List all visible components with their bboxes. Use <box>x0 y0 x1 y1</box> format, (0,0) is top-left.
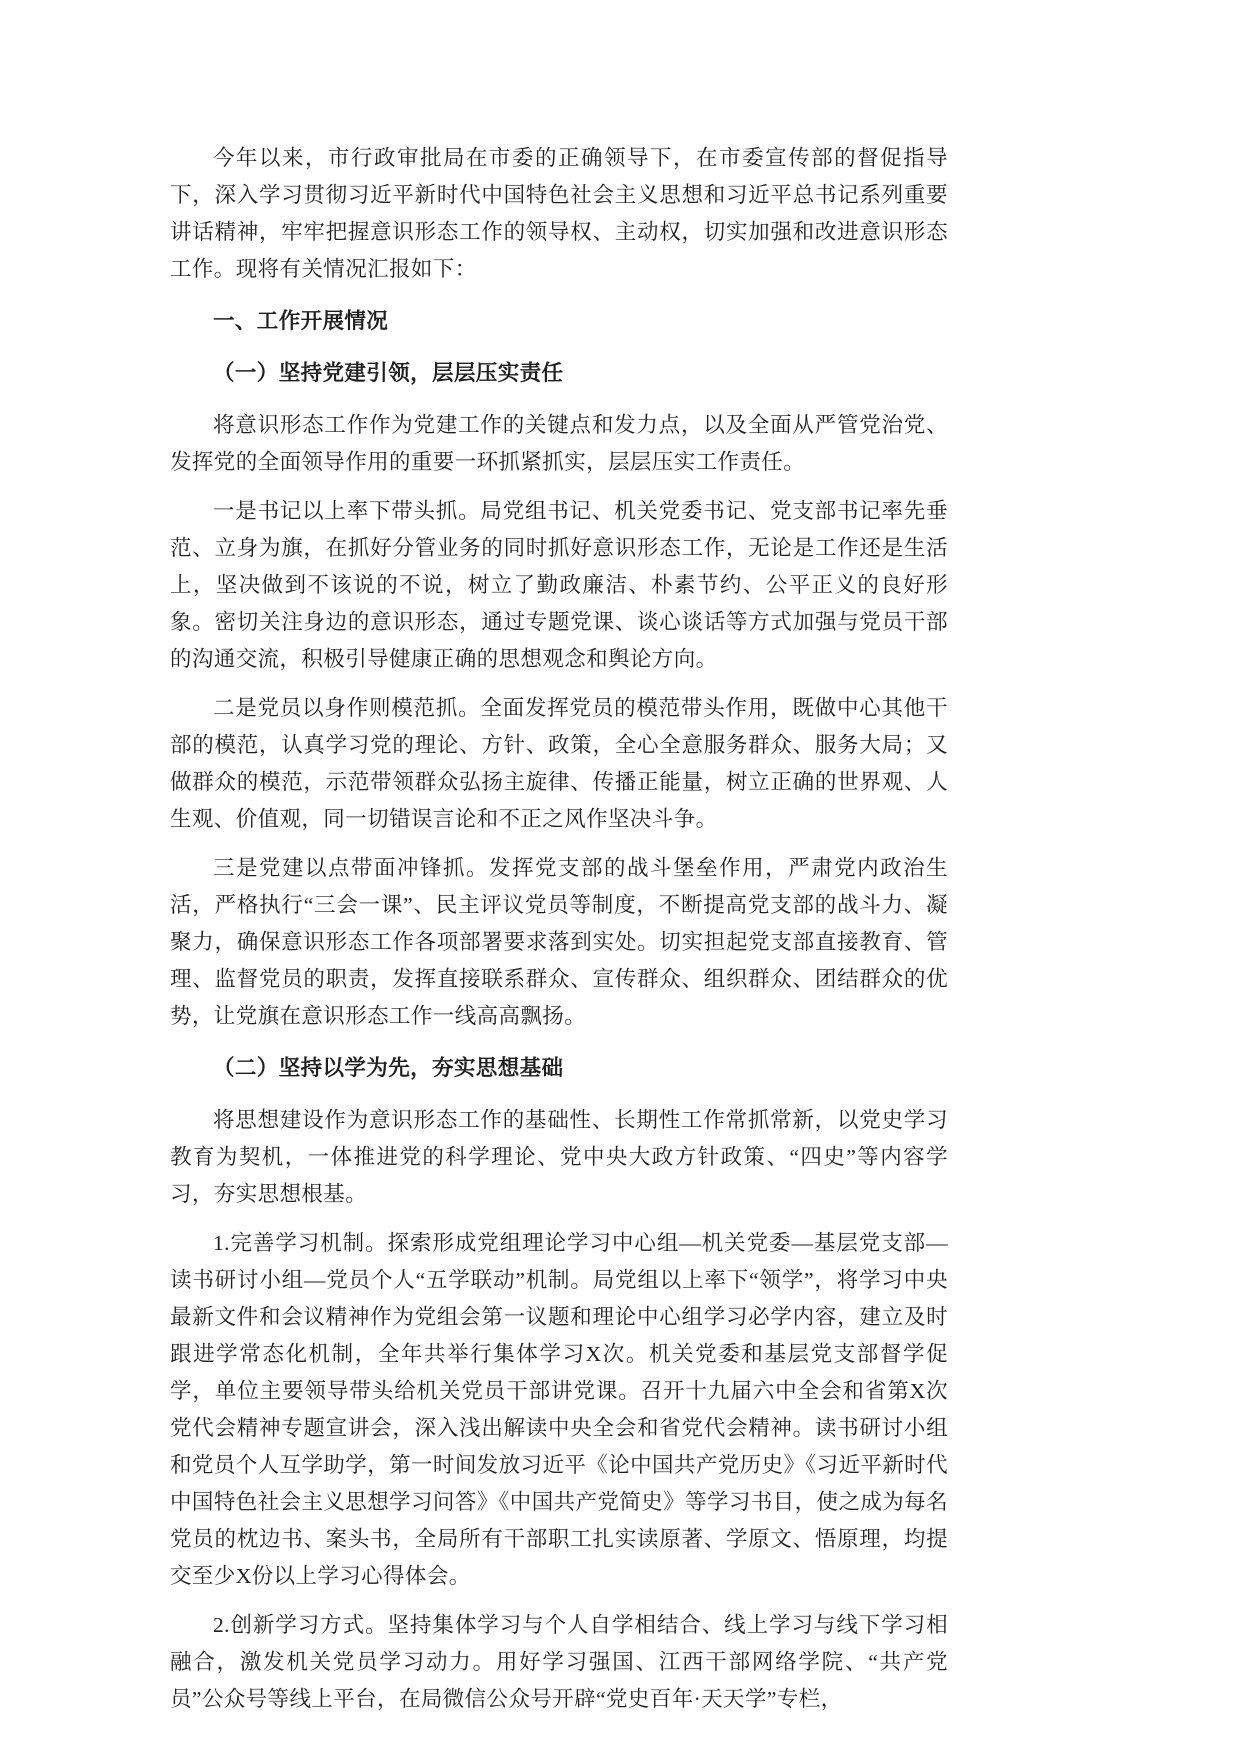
paragraph: 将思想建设作为意识形态工作的基础性、长期性工作常抓常新，以党史学习教育为契机，一体推进党的科学理论、党中央大政方针政策、“四史”等内容学习，夯实思想根基。 <box>170 1108 948 1206</box>
paragraph: 2.创新学习方式。坚持集体学习与个人自学相结合、线上学习与线下学习相融合，激发机关党员学习动力。用好学习强国、江西干部网络学院、“共产党员”公众号等线上平台，在局微信公众号开辟“党史百年·天天学”专栏， <box>170 1613 948 1711</box>
paragraph: 三是党建以点带面冲锋抓。发挥党支部的战斗堡垒作用，严肃党内政治生活，严格执行“三会一课”、民主评议党员等制度，不断提高党支部的战斗力、凝聚力，确保意识形态工作各项部署要求落到实处。切实担起党支部直接教育、管理、监督党员的职责，发挥直接联系群众、宣传群众、组织群众、团结群众的优势，让党旗在意识形态工作一线高高飘扬。 <box>170 856 948 1028</box>
paragraph: 1.完善学习机制。探索形成党组理论学习中心组—机关党委—基层党支部—读书研讨小组—党员个人“五学联动”机制。局党组以上率下“领学”，将学习中央最新文件和会议精神作为党组会第一议题和理论中心组学习必学内容，建立及时跟进学常态化机制，全年共举行集体学习X次。机关党委和基层党支部督学促学，单位主要领导带头给机关党员干部讲党课。召开十九届六中全会和省第X次党代会精神专题宣讲会，深入浅出解读中央全会和省党代会精神。读书研讨小组和党员个人互学助学，第一时间发放习近平《论中国共产党历史》《习近平新时代中国特色社会主义思想学习问答》《中国共产党简史》等学习书目，使之成为每名党员的枕边书、案头书，全局所有干部职工扎实读原著、学原文、悟原理，均提交至少X份以上学习心得体会。 <box>170 1231 948 1588</box>
paragraph: 将意识形态工作作为党建工作的关键点和发力点，以及全面从严管党治党、发挥党的全面领导作用的重要一环抓紧抓实，层层压实工作责任。 <box>170 413 948 474</box>
paragraph: 二是党员以身作则模范抓。全面发挥党员的模范带头作用，既做中心其他干部的模范，认真学习党的理论、方针、政策，全心全意服务群众、服务大局；又做群众的模范，示范带领群众弘扬主旋律、传播正能量，树立正确的世界观、人生观、价值观，同一切错误言论和不正之风作坚决斗争。 <box>170 696 948 831</box>
paragraph: 一是书记以上率下带头抓。局党组书记、机关党委书记、党支部书记率先垂范、立身为旗，在抓好分管业务的同时抓好意识形态工作，无论是工作还是生活上，坚决做到不该说的不说，树立了勤政廉洁、朴素节约、公平正义的良好形象。密切关注身边的意识形态，通过专题党课、谈心谈话等方式加强与党员干部的沟通交流，积极引导健康正确的思想观念和舆论方向。 <box>170 499 948 671</box>
document-body <box>170 140 948 1730</box>
subsection-heading: （一）坚持党建引领，层层压实责任 <box>213 361 564 385</box>
section-heading: 一、工作开展情况 <box>213 309 389 333</box>
paragraph: 今年以来，市行政审批局在市委的正确领导下，在市委宣传部的督促指导下，深入学习贯彻习近平新时代中国特色社会主义思想和习近平总书记系列重要讲话精神，牢牢把握意识形态工作的领导权、主动权，切实加强和改进意识形态工作。现将有关情况汇报如下： <box>170 146 948 281</box>
subsection-heading: （二）坚持以学为先，夯实思想基础 <box>213 1056 564 1080</box>
